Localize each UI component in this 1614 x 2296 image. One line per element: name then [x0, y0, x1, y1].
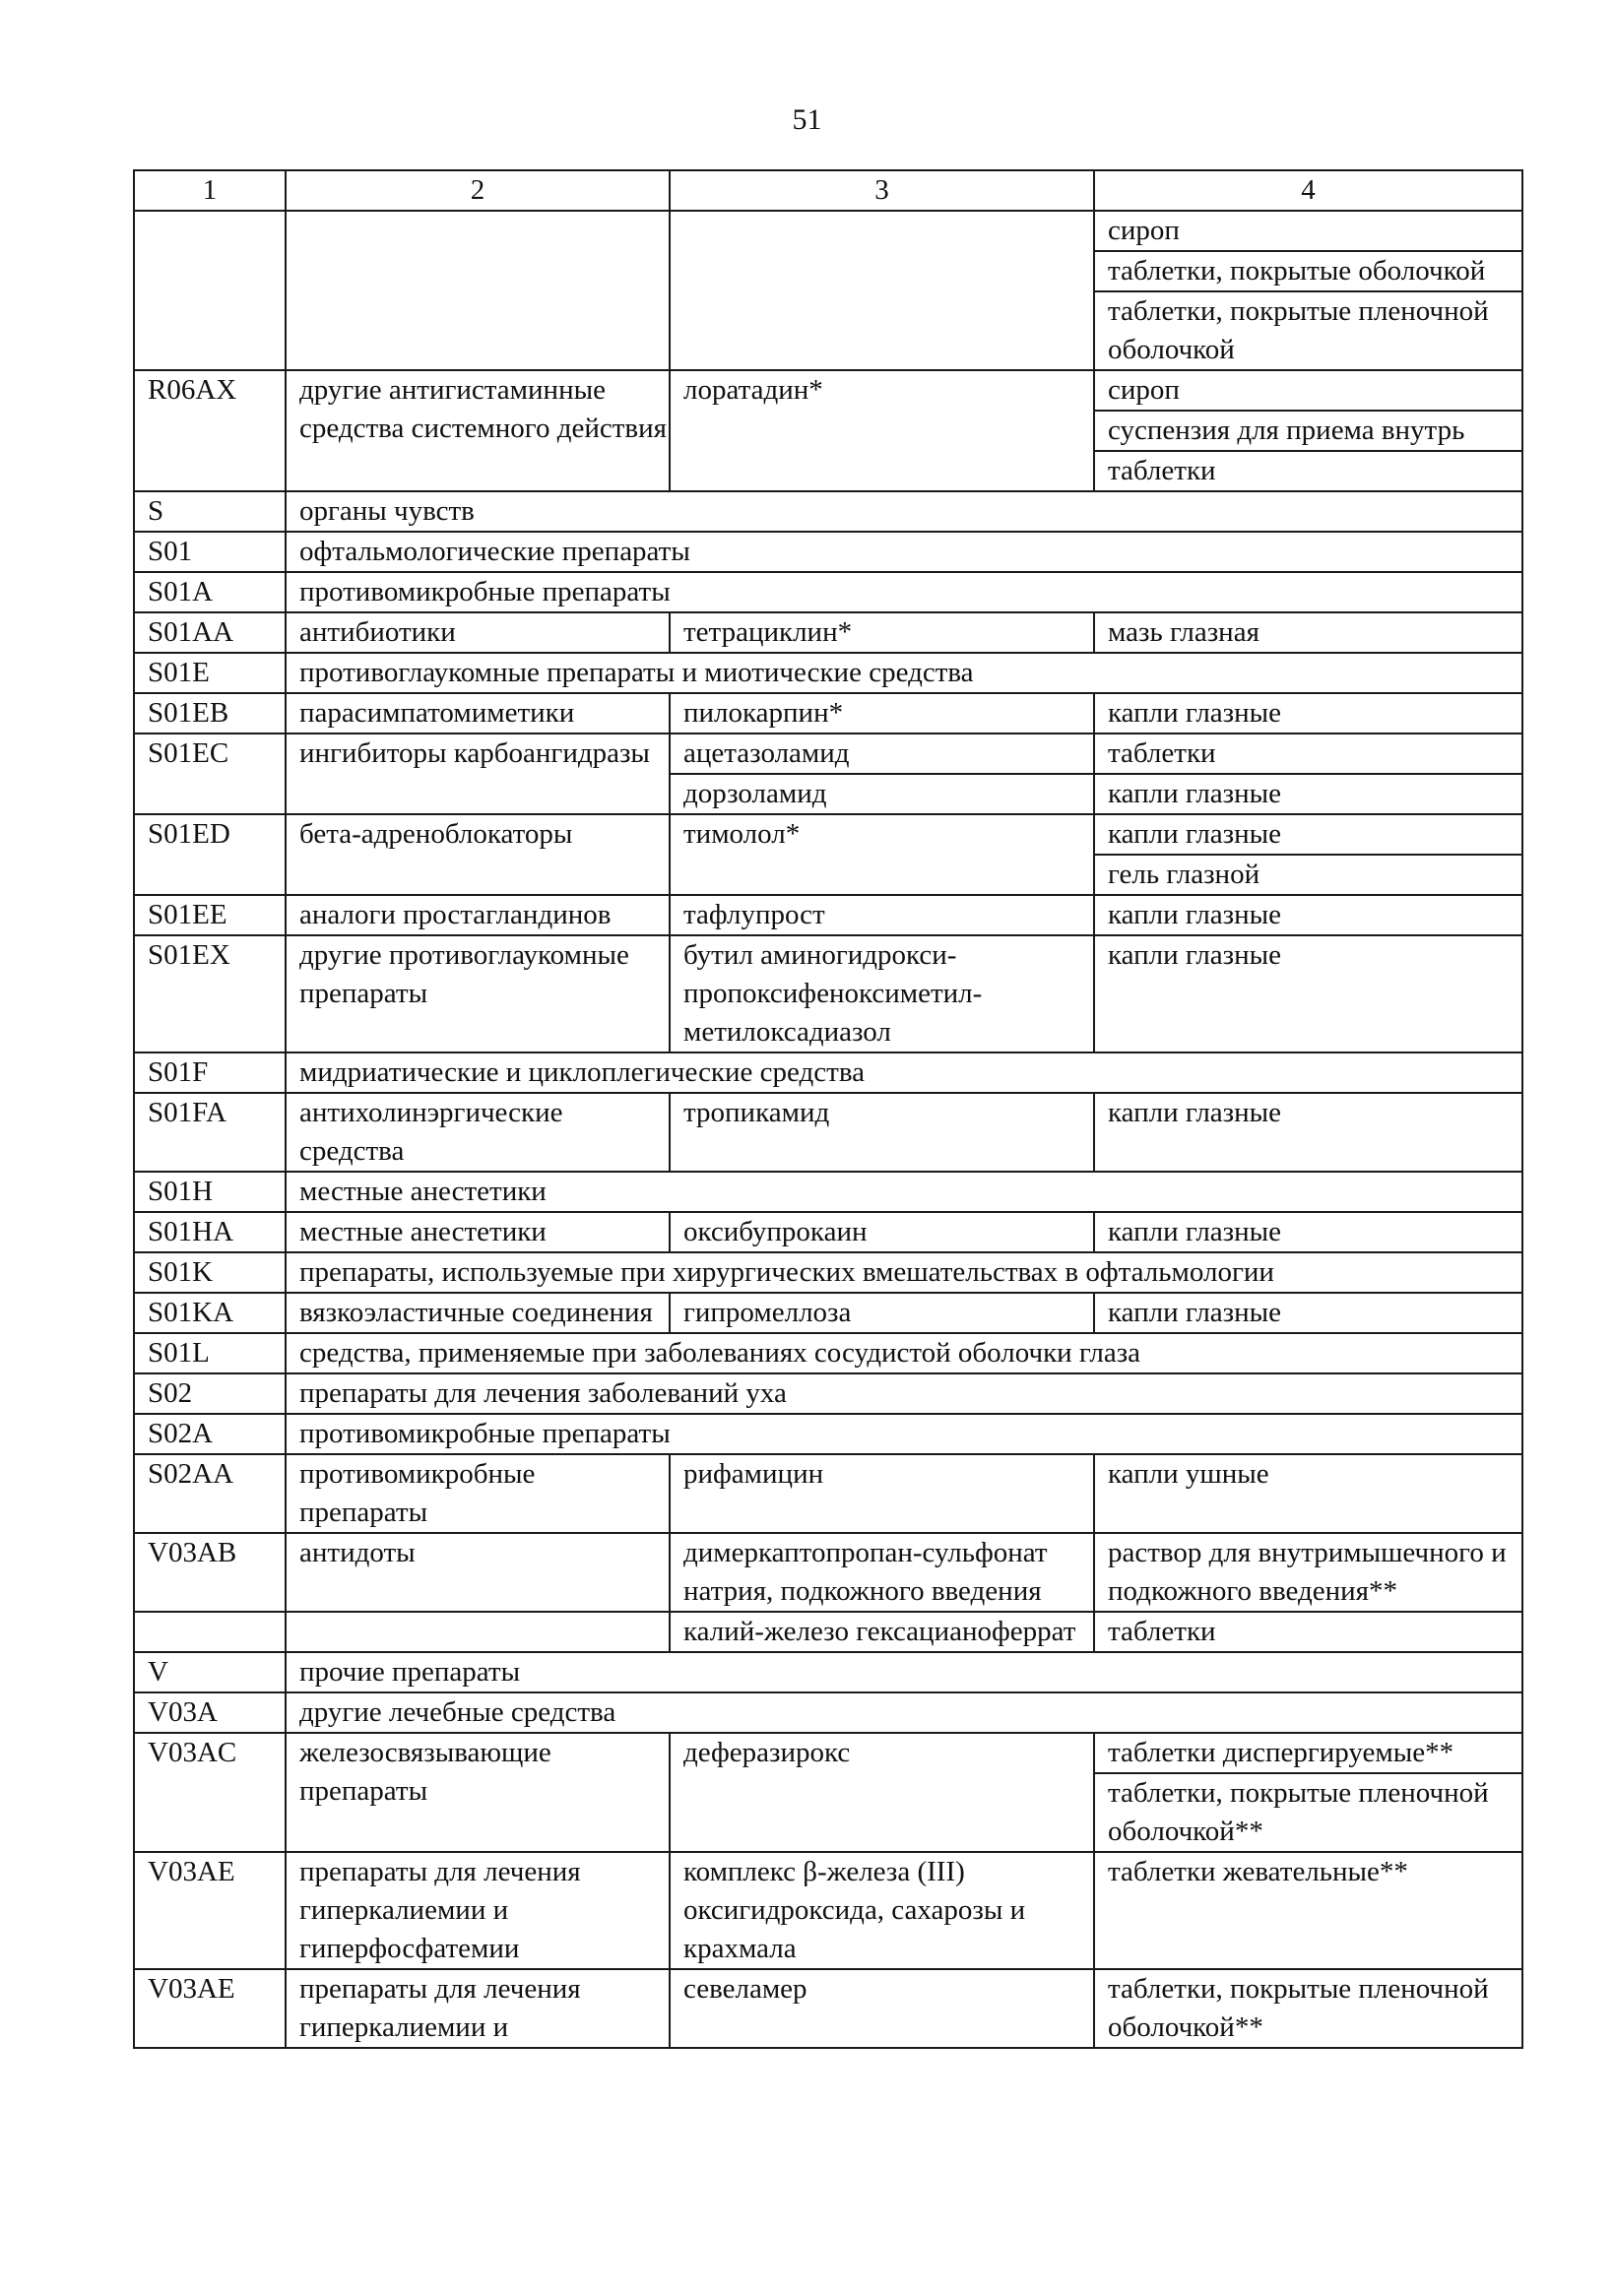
drug-table — [133, 169, 1523, 2049]
table-row — [134, 1093, 1522, 1172]
dosage-forms-cell — [1094, 370, 1522, 491]
atc-code-cell: S01EC — [134, 733, 286, 814]
table-row — [134, 814, 1522, 895]
section-title-cell: противоглаукомные препараты и миотические средства — [286, 653, 1522, 693]
section-row — [134, 653, 1522, 693]
pharm-group-cell: железосвязывающие препараты — [286, 1733, 670, 1852]
table-header-row — [134, 170, 1522, 211]
table-row — [134, 895, 1522, 935]
atc-code-cell: S01L — [134, 1333, 286, 1373]
atc-code-cell — [134, 211, 286, 370]
dosage-forms-cell — [1094, 1533, 1522, 1612]
dosage-forms-cell — [1094, 895, 1522, 935]
atc-code-cell: S01EE — [134, 895, 286, 935]
drug-name-cell: деферазирокс — [670, 1733, 1094, 1852]
pharm-group-cell: парасимпатомиметики — [286, 693, 670, 733]
atc-code-cell: S01H — [134, 1172, 286, 1212]
pharm-group-cell: другие антигистаминные средства системного действия — [286, 370, 670, 491]
drug-name-cell: тимолол* — [670, 814, 1094, 895]
section-title-cell: другие лечебные средства — [286, 1692, 1522, 1733]
table-row — [134, 370, 1522, 491]
table-row — [134, 1454, 1522, 1533]
pharm-group-cell — [286, 211, 670, 370]
drug-name-cell: дорзоламид — [670, 774, 1094, 814]
drug-name-cell: пилокарпин* — [670, 693, 1094, 733]
dosage-form-item: капли глазные — [1108, 697, 1281, 729]
dosage-forms-cell — [1094, 1852, 1522, 1969]
dosage-forms-cell — [1094, 1293, 1522, 1333]
header-col-1: 1 — [134, 170, 286, 211]
drug-name-cell: рифамицин — [670, 1454, 1094, 1533]
atc-code-cell: S01FA — [134, 1093, 286, 1172]
table-body — [134, 211, 1522, 2048]
dosage-form-item: таблетки — [1108, 1616, 1216, 1647]
drug-name-cell: тетрациклин* — [670, 612, 1094, 653]
dosage-form-item: сироп — [1108, 215, 1180, 246]
drug-name-cell: комплекс β-железа (III) оксигидроксида, сахарозы и крахмала — [670, 1852, 1094, 1969]
atc-code-cell: S01AA — [134, 612, 286, 653]
dosage-forms-cell — [1094, 1733, 1522, 1852]
dosage-form-item: капли глазные — [1108, 1216, 1281, 1247]
pharm-group-cell: антидоты — [286, 1533, 670, 1612]
header-col-2: 2 — [286, 170, 670, 211]
pharm-group-cell: противомикробные препараты — [286, 1454, 670, 1533]
pharm-group-cell: препараты для лечения гиперкалиемии и — [286, 1969, 670, 2048]
section-title-cell: препараты для лечения заболеваний уха — [286, 1373, 1522, 1414]
dosage-form-item: таблетки — [1108, 737, 1216, 769]
dosage-form-item: капли глазные — [1108, 778, 1281, 809]
section-title-cell: офтальмологические препараты — [286, 532, 1522, 572]
pharm-group-cell — [286, 1612, 670, 1652]
atc-code-cell: S01KA — [134, 1293, 286, 1333]
dosage-form-item: капли глазные — [1108, 899, 1281, 930]
table-row — [134, 1293, 1522, 1333]
section-title-cell: органы чувств — [286, 491, 1522, 532]
pharm-group-cell: аналоги простагландинов — [286, 895, 670, 935]
atc-code-cell: S01K — [134, 1252, 286, 1293]
header-col-4: 4 — [1094, 170, 1522, 211]
dosage-form-item: сироп — [1108, 374, 1180, 406]
atc-code-cell: V03AB — [134, 1533, 286, 1612]
page-number: 51 — [792, 103, 822, 136]
atc-code-cell: V03A — [134, 1692, 286, 1733]
section-row — [134, 491, 1522, 532]
atc-code-cell: S01ED — [134, 814, 286, 895]
dosage-form-item: таблетки — [1095, 450, 1521, 490]
atc-code-cell: S — [134, 491, 286, 532]
atc-code-cell: S01HA — [134, 1212, 286, 1252]
pharm-group-cell: антихолинэргические средства — [286, 1093, 670, 1172]
table-row — [134, 733, 1522, 774]
pharm-group-cell: антибиотики — [286, 612, 670, 653]
table-row — [134, 1733, 1522, 1852]
table-row — [134, 693, 1522, 733]
atc-code-cell: S01 — [134, 532, 286, 572]
section-row — [134, 1333, 1522, 1373]
drug-name-cell: тропикамид — [670, 1093, 1094, 1172]
drug-name-cell: оксибупрокаин — [670, 1212, 1094, 1252]
pharm-group-cell: бета-адреноблокаторы — [286, 814, 670, 895]
table-row — [134, 1533, 1522, 1612]
drug-name-cell: тафлупрост — [670, 895, 1094, 935]
dosage-forms-cell — [1094, 693, 1522, 733]
atc-code-cell — [134, 1612, 286, 1652]
atc-code-cell: S01A — [134, 572, 286, 612]
atc-code-cell: V03AC — [134, 1733, 286, 1852]
section-row — [134, 1052, 1522, 1093]
atc-code-cell: S01F — [134, 1052, 286, 1093]
dosage-form-item: таблетки жевательные** — [1108, 1856, 1408, 1887]
dosage-form-item: раствор для внутримышечного и подкожного введения** — [1108, 1537, 1507, 1607]
drug-name-cell: бутил аминогидрокси-пропоксифеноксиметил-метилоксадиазол — [670, 935, 1094, 1052]
section-row — [134, 1172, 1522, 1212]
section-title-cell: противомикробные препараты — [286, 1414, 1522, 1454]
atc-code-cell: V — [134, 1652, 286, 1692]
table-row — [134, 1969, 1522, 2048]
dosage-forms-cell — [1094, 1969, 1522, 2048]
pharm-group-cell: ингибиторы карбоангидразы — [286, 733, 670, 814]
atc-code-cell: S02 — [134, 1373, 286, 1414]
atc-code-cell: R06AX — [134, 370, 286, 491]
dosage-form-item: суспензия для приема внутрь — [1095, 410, 1521, 450]
atc-code-cell: S01E — [134, 653, 286, 693]
atc-code-cell: S01EB — [134, 693, 286, 733]
section-row — [134, 1373, 1522, 1414]
dosage-forms-cell — [1094, 1093, 1522, 1172]
drug-name-cell: лоратадин* — [670, 370, 1094, 491]
section-row — [134, 1414, 1522, 1454]
dosage-forms-cell — [1094, 612, 1522, 653]
dosage-forms-cell — [1094, 211, 1522, 370]
dosage-forms-cell — [1094, 935, 1522, 1052]
table-row — [134, 935, 1522, 1052]
section-row — [134, 572, 1522, 612]
dosage-forms-cell — [1094, 1454, 1522, 1533]
pharm-group-cell: вязкоэластичные соединения — [286, 1293, 670, 1333]
table-row — [134, 1212, 1522, 1252]
dosage-forms-cell — [1094, 1212, 1522, 1252]
section-title-cell: средства, применяемые при заболеваниях сосудистой оболочки глаза — [286, 1333, 1522, 1373]
drug-name-cell: димеркаптопропан-сульфонат натрия, подкожного введения — [670, 1533, 1094, 1612]
dosage-form-item: капли глазные — [1108, 1297, 1281, 1328]
drug-name-cell: гипромеллоза — [670, 1293, 1094, 1333]
section-title-cell: прочие препараты — [286, 1652, 1522, 1692]
dosage-forms-cell — [1094, 774, 1522, 814]
section-row — [134, 1652, 1522, 1692]
atc-code-cell: S02A — [134, 1414, 286, 1454]
drug-name-cell — [670, 211, 1094, 370]
pharm-group-cell: местные анестетики — [286, 1212, 670, 1252]
dosage-form-item: таблетки, покрытые оболочкой — [1095, 250, 1521, 290]
table-row — [134, 1852, 1522, 1969]
section-row — [134, 532, 1522, 572]
dosage-form-item: таблетки, покрытые пленочной оболочкой** — [1095, 1772, 1521, 1851]
table-row — [134, 612, 1522, 653]
dosage-forms-cell — [1094, 733, 1522, 774]
dosage-form-item: капли глазные — [1108, 818, 1281, 850]
drug-name-cell: севеламер — [670, 1969, 1094, 2048]
dosage-form-item: таблетки, покрытые пленочной оболочкой** — [1108, 1973, 1489, 2043]
dosage-form-item: капли глазные — [1108, 1097, 1281, 1128]
dosage-forms-cell — [1094, 814, 1522, 895]
dosage-form-item: таблетки, покрытые пленочной оболочкой — [1095, 290, 1521, 369]
header-col-3: 3 — [670, 170, 1094, 211]
dosage-form-item: капли ушные — [1108, 1458, 1269, 1490]
dosage-form-item: гель глазной — [1095, 854, 1521, 894]
section-title-cell: противомикробные препараты — [286, 572, 1522, 612]
atc-code-cell: V03AE — [134, 1852, 286, 1969]
dosage-forms-cell — [1094, 1612, 1522, 1652]
pharm-group-cell: другие противоглаукомные препараты — [286, 935, 670, 1052]
drug-name-cell: ацетазоламид — [670, 733, 1094, 774]
atc-code-cell: S01EX — [134, 935, 286, 1052]
section-row — [134, 1252, 1522, 1293]
table-row — [134, 211, 1522, 370]
dosage-form-item: капли глазные — [1108, 939, 1281, 971]
section-title-cell: мидриатические и циклоплегические средства — [286, 1052, 1522, 1093]
section-title-cell: препараты, используемые при хирургических вмешательствах в офтальмологии — [286, 1252, 1522, 1293]
table-row — [134, 1612, 1522, 1652]
atc-code-cell: V03AE — [134, 1969, 286, 2048]
atc-code-cell: S02AA — [134, 1454, 286, 1533]
section-row — [134, 1692, 1522, 1733]
pharm-group-cell: препараты для лечения гиперкалиемии и гиперфосфатемии — [286, 1852, 670, 1969]
dosage-form-item: мазь глазная — [1108, 616, 1259, 648]
dosage-form-item: таблетки диспергируемые** — [1108, 1737, 1454, 1768]
drug-name-cell: калий-железо гексацианоферрат — [670, 1612, 1094, 1652]
section-title-cell: местные анестетики — [286, 1172, 1522, 1212]
